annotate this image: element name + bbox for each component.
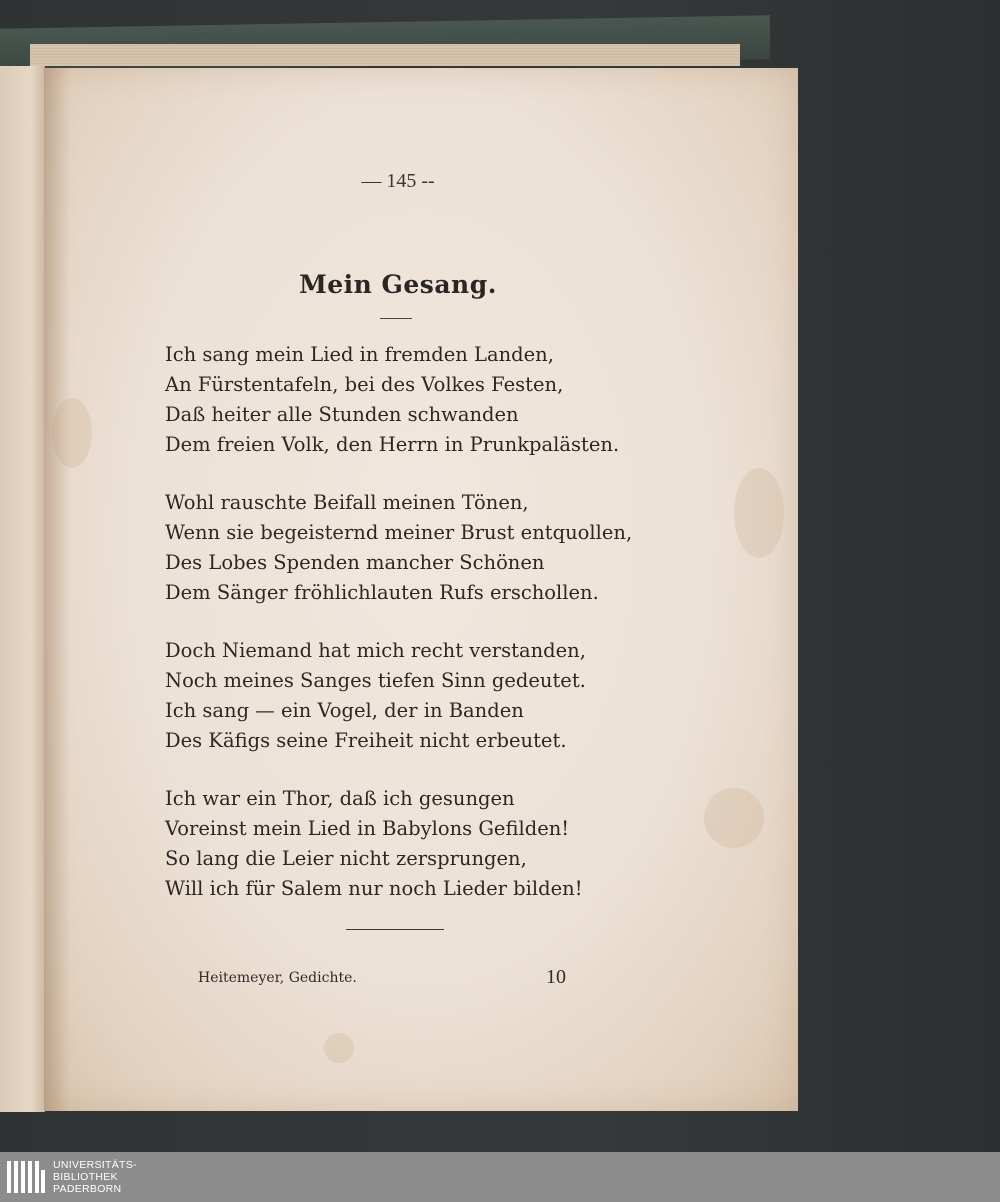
verse-line: Noch meines Sanges tiefen Sinn gedeutet. [165, 669, 586, 692]
page-stain [324, 1033, 354, 1063]
verse-line: Voreinst mein Lied in Babylons Gefilden! [165, 817, 570, 840]
logo-line: PADERBORN [53, 1183, 122, 1195]
left-page-strip [0, 66, 45, 1112]
page-stain [52, 398, 92, 468]
verse-line: Will ich für Salem nur noch Lieder bilden! [165, 877, 583, 900]
verse-line: An Fürstentafeln, bei des Volkes Festen, [165, 373, 564, 396]
page-number: — 145 -- [361, 170, 435, 192]
verse-line: Dem freien Volk, den Herrn in Prunkpalästen. [165, 433, 620, 456]
poem-body [165, 340, 635, 932]
poem-title: Mein Gesang. [299, 270, 497, 299]
verse-line: Daß heiter alle Stunden schwanden [165, 403, 519, 426]
stanza [165, 784, 635, 904]
spine-shadow [44, 68, 70, 1111]
verse-line: Ich sang mein Lied in fremden Landen, [165, 343, 554, 366]
verse-line: Dem Sänger fröhlichlauten Rufs erschollen. [165, 581, 599, 604]
page-stain [704, 788, 764, 848]
signature-mark: 10 [546, 966, 566, 988]
library-logo-bar [0, 1152, 1000, 1202]
verse-line: Des Käfigs seine Freiheit nicht erbeutet. [165, 729, 567, 752]
page-stain [734, 468, 784, 558]
logo-line: BIBLIOTHEK [53, 1171, 118, 1183]
verse-line: Wenn sie begeisternd meiner Brust entquollen, [165, 521, 633, 544]
stanza [165, 488, 635, 608]
title-rule [380, 318, 412, 319]
stanza [165, 340, 635, 460]
page-edges [30, 44, 740, 66]
stanza [165, 636, 635, 756]
library-logo-text [53, 1159, 137, 1195]
footer-author: Heitemeyer, Gedichte. [198, 970, 357, 986]
verse-line: Des Lobes Spenden mancher Schönen [165, 551, 545, 574]
verse-line: Doch Niemand hat mich recht verstanden, [165, 639, 586, 662]
verse-line: Wohl rauschte Beifall meinen Tönen, [165, 491, 529, 514]
logo-line: UNIVERSITÄTS- [53, 1159, 137, 1171]
verse-line: Ich war ein Thor, daß ich gesungen [165, 787, 515, 810]
verse-line: Ich sang — ein Vogel, der in Banden [165, 699, 524, 722]
library-logo-icon [6, 1158, 46, 1196]
end-rule [346, 929, 444, 930]
verse-line: So lang die Leier nicht zersprungen, [165, 847, 527, 870]
